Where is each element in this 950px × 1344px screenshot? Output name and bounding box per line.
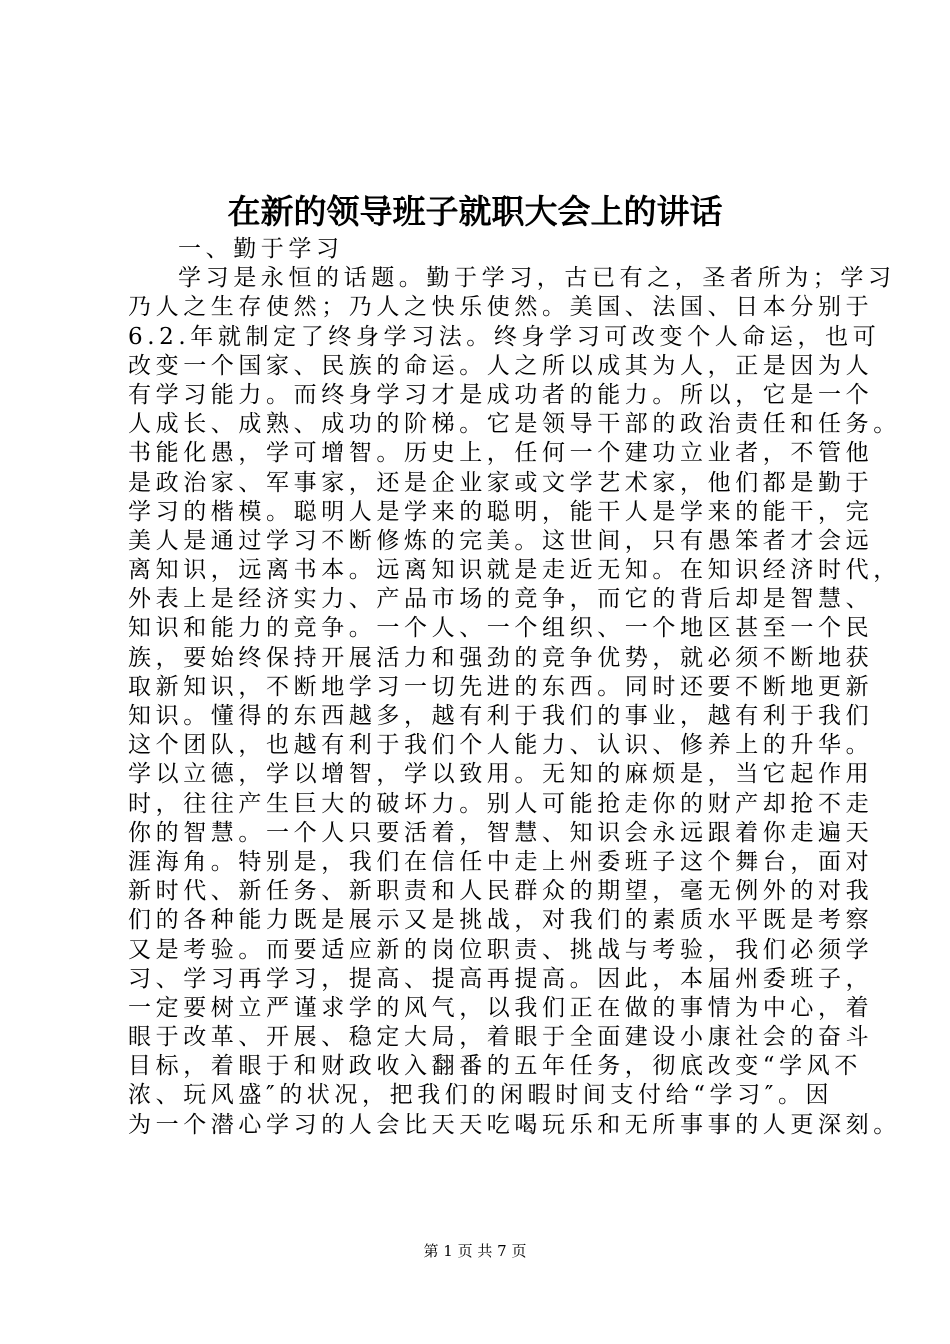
paragraph-line: 改变一个国家、民族的命运。人之所以成其为人，正是因为人 <box>128 352 874 379</box>
paragraph-line: 涯海角。特别是，我们在信任中走上州委班子这个舞台，面对 <box>128 848 874 875</box>
paragraph-line: 知识和能力的竞争。一个人、一个组织、一个地区甚至一个民 <box>128 615 874 642</box>
paragraph-line: 学习的楷模。聪明人是学来的聪明，能干人是学来的能干，完 <box>128 498 874 525</box>
paragraph-line: 外表上是经济实力、产品市场的竞争，而它的背后却是智慧、 <box>128 586 874 613</box>
document-body <box>128 235 901 1140</box>
paragraph-line: 学习是永恒的话题。勤于学习，古已有之，圣者所为；学习 <box>178 265 896 292</box>
paragraph-line: 知识。懂得的东西越多，越有利于我们的事业，越有利于我们 <box>128 703 874 729</box>
paragraph-line: 是政治家、军事家，还是企业家或文学艺术家，他们都是勤于 <box>128 469 874 496</box>
paragraph-line: 离知识，远离书本。远离知识就是走近无知。在知识经济时代， <box>128 557 901 584</box>
paragraph-line: 为一个潜心学习的人会比天天吃喝玩乐和无所事事的人更深刻。 <box>128 1111 901 1138</box>
paragraph-line: 学以立德，学以增智，学以致用。无知的麻烦是，当它起作用 <box>128 761 874 788</box>
paragraph-line: 一定要树立严谨求学的风气，以我们正在做的事情为中心，着 <box>128 994 874 1021</box>
paragraph-line: 浓、玩风盛″的状况，把我们的闲暇时间支付给“学习″。因 <box>128 1082 834 1109</box>
page-indicator: 第 1 页 共 7 页 <box>423 1242 527 1260</box>
section-heading: 一、勤于学习 <box>178 236 344 262</box>
paragraph-line: 6.2.年就制定了终身学习法。终身学习可改变个人命运，也可 <box>128 323 881 350</box>
paragraph-line: 们的各种能力既是展示又是挑战，对我们的素质水平既是考察 <box>128 907 874 934</box>
paragraph-line: 习、学习再学习，提高、提高再提高。因此，本届州委班子， <box>128 965 874 992</box>
paragraph-line: 时，往往产生巨大的破坏力。别人可能抢走你的财产却抢不走 <box>128 790 874 817</box>
paragraph-line: 目标，着眼于和财政收入翻番的五年任务，彻底改变“学风不 <box>128 1053 862 1080</box>
paragraph-line: 这个团队，也越有利于我们个人能力、认识、修养上的升华。 <box>128 732 874 759</box>
paragraph-line: 人成长、成熟、成功的阶梯。它是领导干部的政治责任和任务。 <box>128 411 901 438</box>
paragraph-line: 又是考验。而要适应新的岗位职责、挑战与考验，我们必须学 <box>128 936 874 963</box>
paragraph-line: 新时代、新任务、新职责和人民群众的期望，毫无例外的对我 <box>128 878 874 905</box>
paragraph-line: 乃人之生存使然；乃人之快乐使然。美国、法国、日本分别于 <box>128 294 874 321</box>
paragraph-line: 书能化愚，学可增智。历史上，任何一个建功立业者，不管他 <box>128 440 874 467</box>
paragraph-line: 族，要始终保持开展活力和强劲的竞争优势，就必须不断地获 <box>128 644 874 671</box>
paragraph-line: 你的智慧。一个人只要活着，智慧、知识会永远跟着你走遍天 <box>128 819 874 846</box>
document-title: 在新的领导班子就职大会上的讲话 <box>227 192 723 231</box>
paragraph-line: 眼于改革、开展、稳定大局，着眼于全面建设小康社会的奋斗 <box>128 1024 874 1051</box>
paragraph-line: 有学习能力。而终身学习才是成功者的能力。所以，它是一个 <box>128 381 874 408</box>
paragraph-line: 取新知识，不断地学习一切先进的东西。同时还要不断地更新 <box>128 673 874 700</box>
paragraph-line: 美人是通过学习不断修炼的完美。这世间，只有愚笨者才会远 <box>128 527 874 554</box>
